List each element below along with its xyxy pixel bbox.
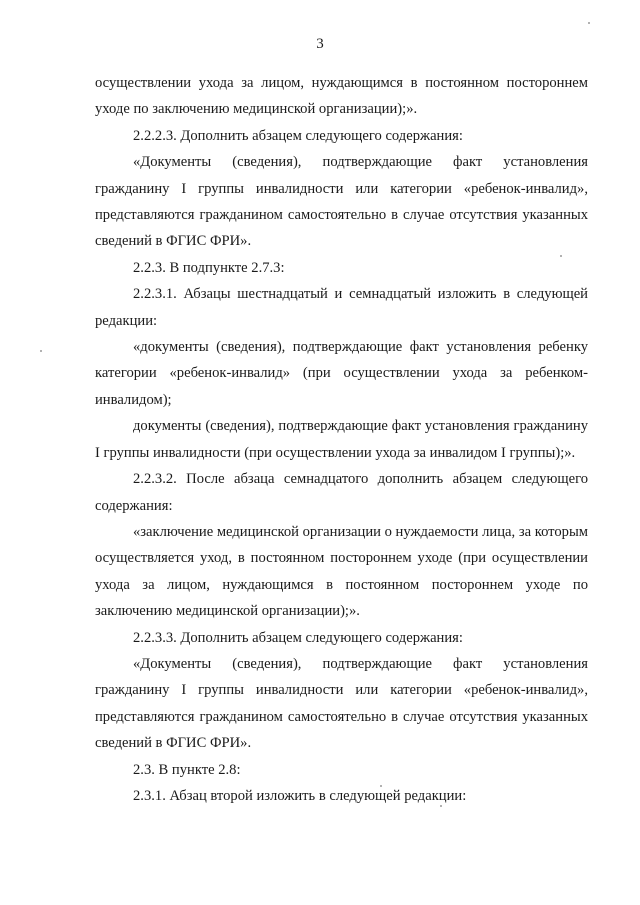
paragraph: 2.2.2.3. Дополнить абзацем следующего содержания:	[133, 127, 463, 144]
paragraph: 2.2.3.1. Абзацы шестнадцатый и семнадцатый изложить в следующей редакции:	[95, 286, 588, 329]
paragraph: документы (сведения), подтверждающие факт установления гражданину I группы инвалидности (при осуществлении ухода за инвалидом I группы);».	[95, 418, 588, 461]
scan-speck	[40, 350, 42, 352]
paragraph: «заключение медицинской организации о нуждаемости лица, за которым осуществляется уход, в постоянном постороннем уходе (при осуществлении ухода за лицом, нуждающимся в постоянном постороннем уходе по заключению медицинской организации);».	[95, 523, 588, 620]
paragraph: 2.3. В пункте 2.8:	[133, 761, 241, 778]
document-body	[95, 70, 588, 809]
paragraph: осуществлении ухода за лицом, нуждающимся в постоянном постороннем уходе по заключению медицинской организации);».	[95, 75, 588, 118]
paragraph: 2.2.3.3. Дополнить абзацем следующего содержания:	[133, 629, 463, 646]
paragraph: «Документы (сведения), подтверждающие факт установления гражданину I группы инвалидности или категории «ребенок-инвалид», представляются гражданином самостоятельно в случае отсутствия указанных сведений в ФГИС ФРИ».	[95, 154, 588, 250]
page-number: 3	[316, 36, 324, 52]
paragraph: «Документы (сведения), подтверждающие факт установления гражданину I группы инвалидности или категории «ребенок-инвалид», представляются гражданином самостоятельно в случае отсутствия указанных сведений в ФГИС ФРИ».	[95, 655, 588, 752]
scan-speck	[560, 255, 562, 257]
paragraph: 2.3.1. Абзац второй изложить в следующей редакции:	[133, 787, 467, 804]
scan-speck	[440, 805, 442, 807]
scan-speck	[588, 22, 590, 24]
paragraph: «документы (сведения), подтверждающие факт установления ребенку категории «ребенок-инвалид» (при осуществлении ухода за ребенком-инвалидом);	[95, 339, 588, 408]
paragraph: 2.2.3.2. После абзаца семнадцатого дополнить абзацем следующего содержания:	[95, 471, 588, 514]
paragraph: 2.2.3. В подпункте 2.7.3:	[133, 259, 285, 276]
scan-speck	[380, 785, 382, 787]
